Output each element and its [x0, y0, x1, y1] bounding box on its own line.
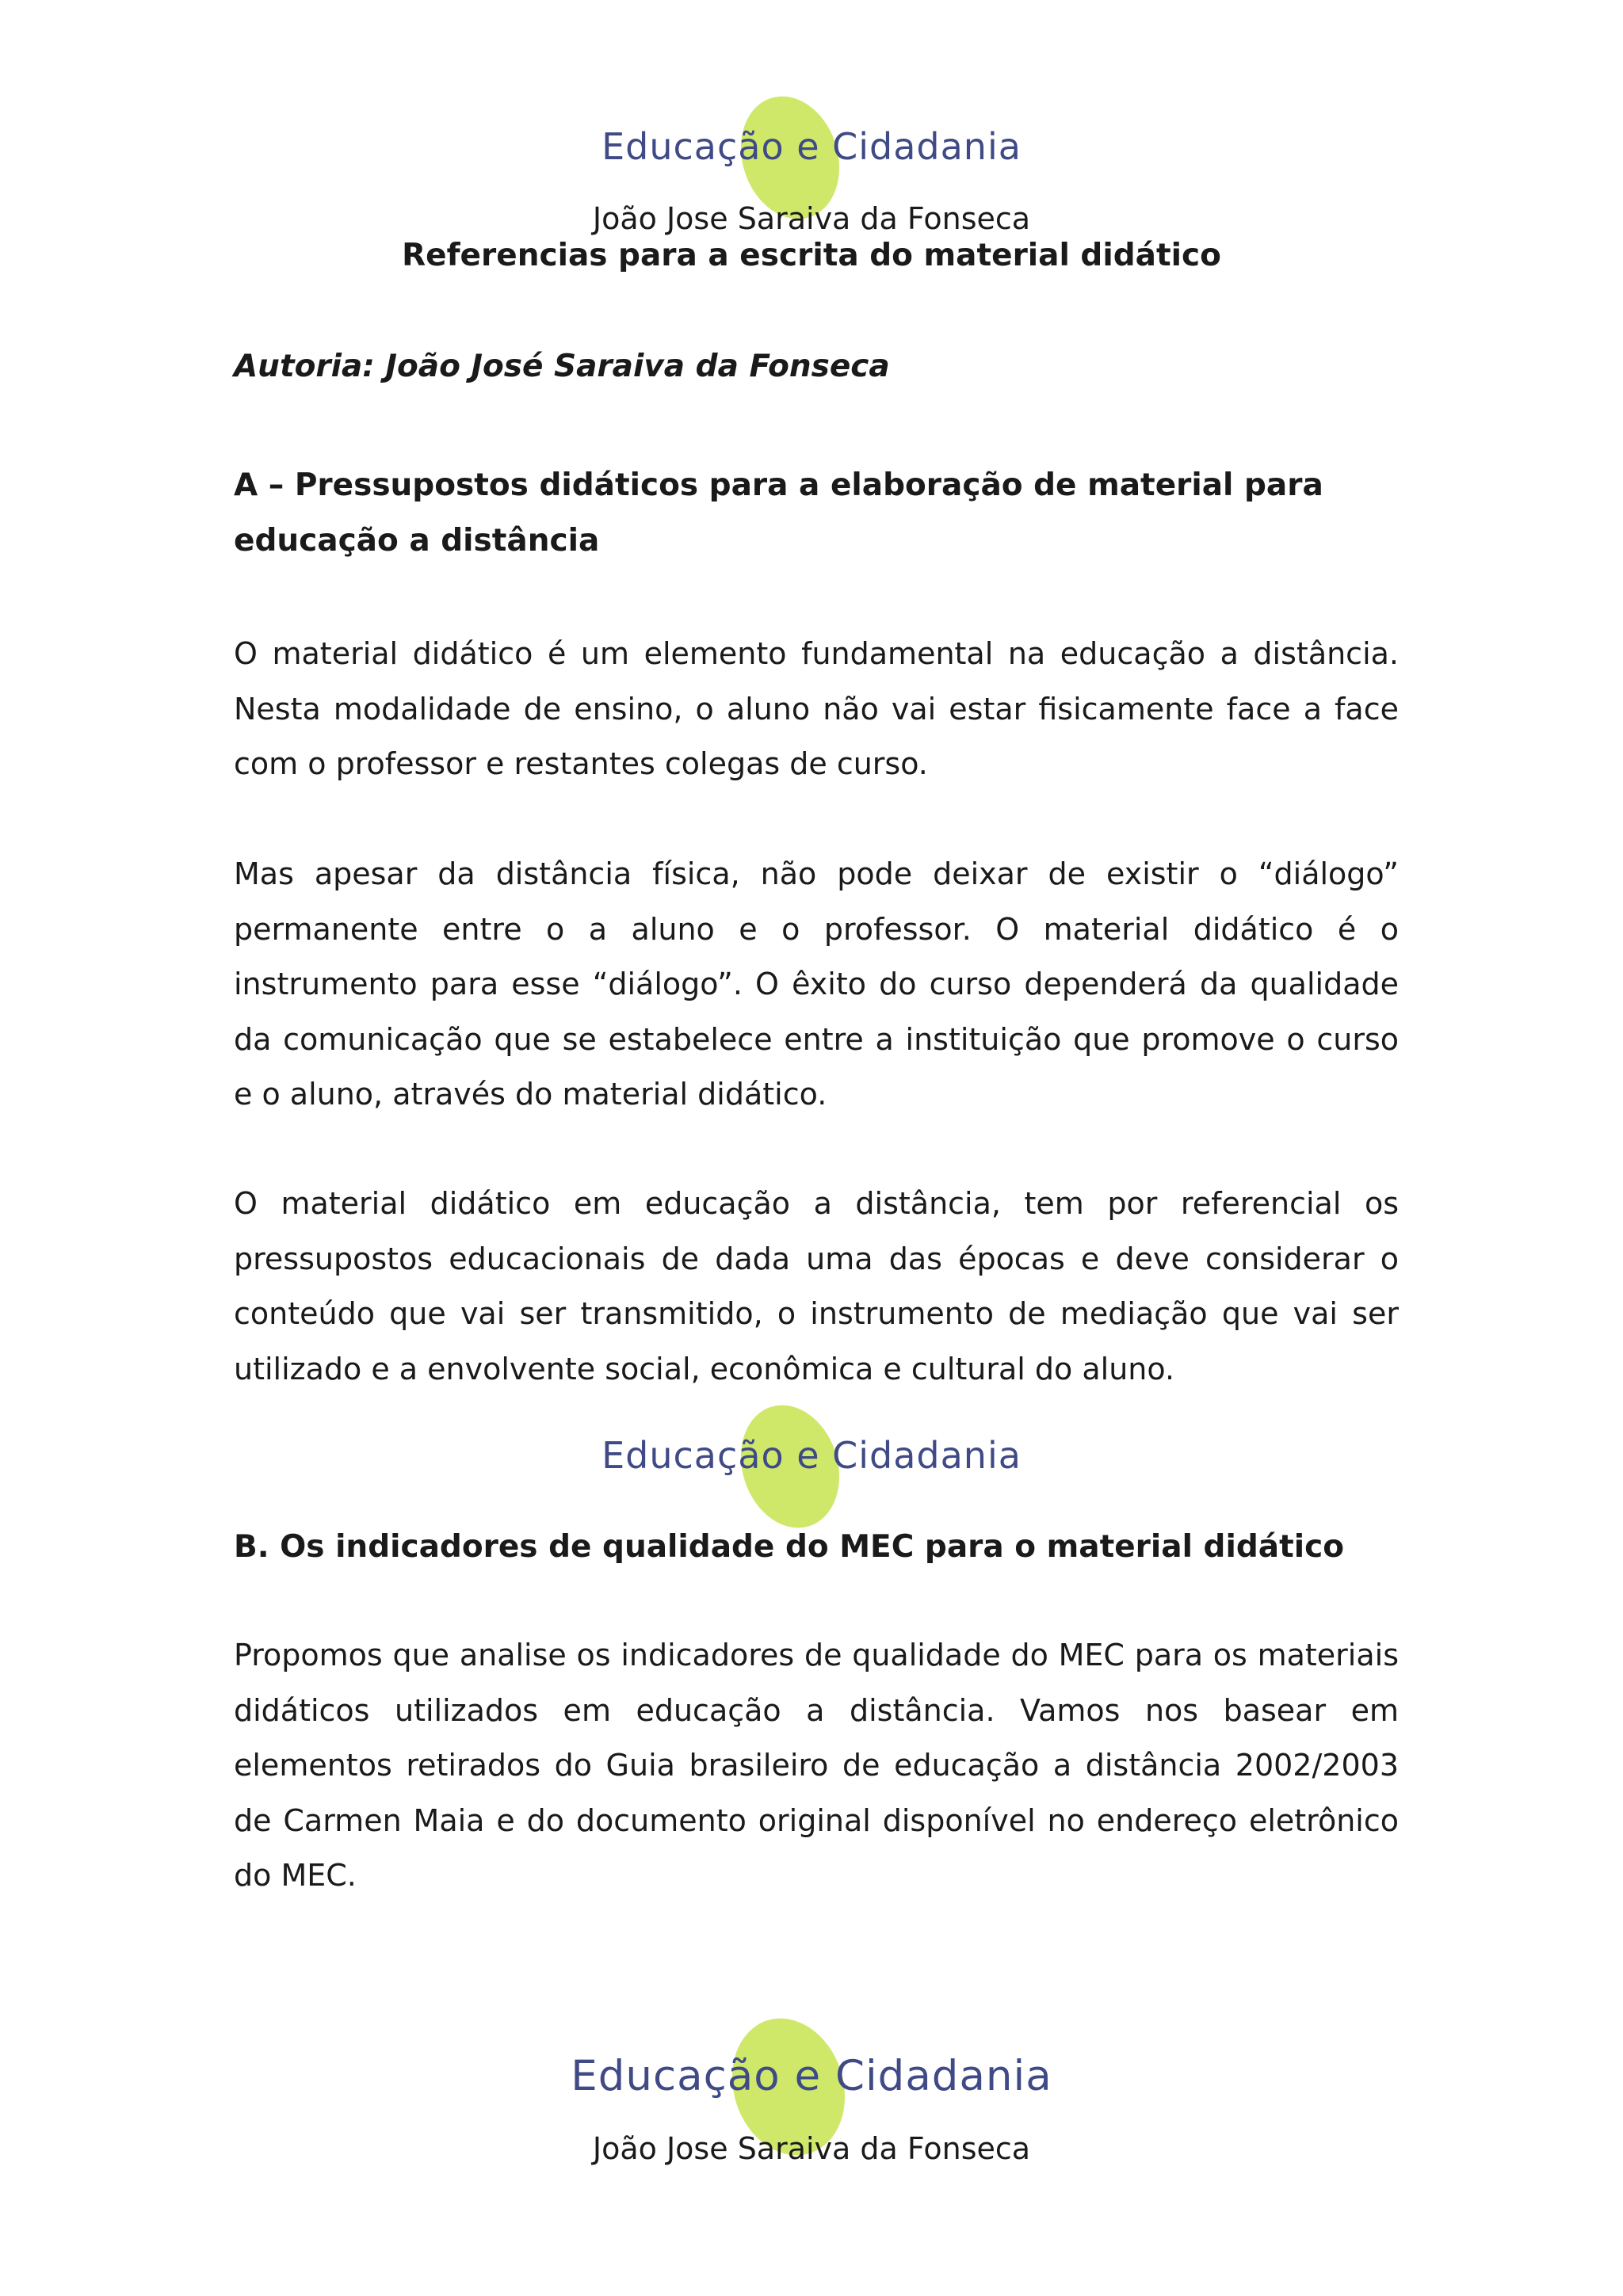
section-b-paragraph-1: Propomos que analise os indicadores de qualidade do MEC para os materiais didáticos utilizados em educação a distância. Vamos nos basear em elementos retirados do Guia brasileiro de educação a distância 2002/2003 de Carmen Maia e do documento original disponível no endereço eletrônico do MEC.	[234, 1638, 1399, 1893]
logo-text: Educação e Cidadania	[571, 2052, 1052, 2100]
middle-logo	[0, 1434, 1623, 1477]
header-logo	[0, 125, 1623, 168]
autoria-line: Autoria: João José Saraiva da Fonseca	[234, 349, 890, 384]
header-author: João Jose Saraiva da Fonseca	[592, 201, 1031, 236]
footer-author: João Jose Saraiva da Fonseca	[592, 2131, 1031, 2166]
logo-text: Educação e Cidadania	[601, 1434, 1022, 1477]
document-title: Referencias para a escrita do material didático	[402, 238, 1221, 273]
section-a-paragraph-3: O material didático em educação a distância, tem por referencial os pressupostos educacionais de dada uma das épocas e deve considerar o conteúdo que vai ser transmitido, o instrumento de mediação que vai ser utilizado e a envolvente social, econômica e cultural do aluno.	[234, 1186, 1399, 1386]
section-b-heading: B. Os indicadores de qualidade do MEC para o material didático	[234, 1529, 1344, 1565]
section-a-paragraph-1: O material didático é um elemento fundamental na educação a distância. Nesta modalidade de ensino, o aluno não vai estar fisicamente face a face com o professor e restantes colegas de curso.	[234, 636, 1399, 781]
logo-text: Educação e Cidadania	[601, 125, 1022, 168]
section-a-paragraph-2: Mas apesar da distância física, não pode deixar de existir o “diálogo” permanente entre o a aluno e o professor. O material didático é o instrumento para esse “diálogo”. O êxito do curso dependerá da qualidade da comunicação que se estabelece entre a instituição que promove o curso e o aluno, através do material didático.	[234, 856, 1399, 1112]
footer-logo	[0, 2052, 1623, 2100]
section-a-heading: A – Pressupostos didáticos para a elaboração de material para educação a distância	[234, 467, 1323, 559]
